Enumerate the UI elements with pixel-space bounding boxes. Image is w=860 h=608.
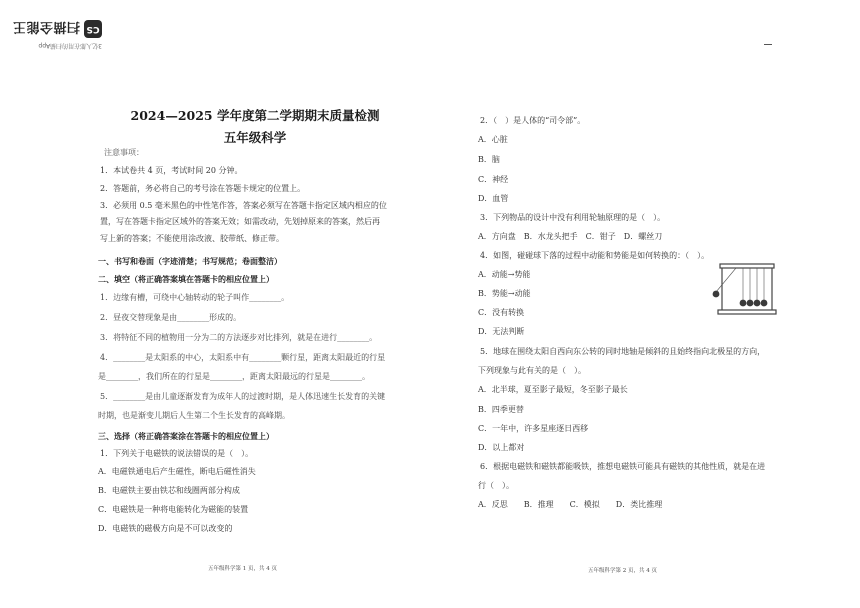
choice-option: C．电磁铁是一种将电能转化为磁能的装置 xyxy=(98,505,249,514)
notice-label: 注意事项： xyxy=(104,148,144,157)
choice-option: A．电磁铁通电后产生磁性，断电后磁性消失 xyxy=(98,467,256,476)
watermark-subtext: 3亿人都在用的扫描App xyxy=(38,42,102,49)
section-heading-choice: 三、选择（将正确答案涂在答题卡的相应位置上） xyxy=(98,431,274,441)
page-footer: 五年级科学第 2 页，共 4 页 xyxy=(588,568,657,574)
choice-option: D．血管 xyxy=(478,194,509,203)
newtons-cradle-illustration xyxy=(712,262,780,318)
notice-line: 1．本试卷共 4 页，考试时间 20 分钟。 xyxy=(100,166,243,175)
choice-option: C．没有转换 xyxy=(478,308,525,317)
choice-option-row: A．反思 B．推理 C．模拟 D．类比推理 xyxy=(478,500,663,509)
notice-line: 2．答题前，务必将自己的考号涂在答题卡规定的位置上。 xyxy=(100,184,306,193)
notice-line: 写上新的答案；不能使用涂改液、胶带纸、修正带。 xyxy=(100,234,284,243)
page-footer: 五年级科学第 1 页，共 4 页 xyxy=(208,566,277,572)
fill-question: 5．________是由儿童逐渐发育为成年人的过渡时期，是人体迅速生长发育的关键 xyxy=(100,392,386,401)
choice-option: D．无法判断 xyxy=(478,327,525,336)
choice-question-cont: 行（ ）。 xyxy=(478,481,514,490)
choice-question-cont: 下列现象与此有关的是（ ）。 xyxy=(478,366,586,375)
choice-question: 2．（ ）是人体的“司令部”。 xyxy=(480,116,586,125)
fill-question: 3．将特征不同的植物用一分为二的方法逐步对比排列，就是在进行________。 xyxy=(100,333,378,342)
choice-question: 3．下列物品的设计中没有利用轮轴原理的是（ ）。 xyxy=(480,213,666,222)
fill-question: 2．昼夜交替现象是由________形成的。 xyxy=(100,313,242,322)
fill-question: 4．________是太阳系的中心，太阳系中有________颗行星，距离太阳最近的行星 xyxy=(100,353,386,362)
scan-mark xyxy=(764,44,772,45)
exam-title: 2024—2025 学年度第二学期期末质量检测 xyxy=(130,108,380,123)
fill-question-cont: 时期，也是渐变儿期后人生第二个生长发育的高峰期。 xyxy=(98,411,290,420)
fill-question-cont: 是________，我们所在的行星是________，距离太阳最远的行星是________。 xyxy=(98,372,370,381)
choice-question: 5．地球在围绕太阳自西向东公转的同时地轴是倾斜的且始终指向北极星的方向， xyxy=(480,347,766,356)
scanner-watermark xyxy=(12,16,102,49)
choice-option: B．电磁铁主要由铁芯和线圈两部分构成 xyxy=(98,486,240,495)
fill-question: 1．边缘有槽，可绕中心轴转动的轮子叫作________。 xyxy=(100,293,290,302)
section-heading-fill: 二、填空（将正确答案填在答题卡的相应位置上） xyxy=(98,274,274,284)
notice-line: 3．必须用 0.5 毫米黑色的中性笔作答，答案必须写在答题卡指定区域内相应的位 xyxy=(100,201,387,210)
choice-option: D．以上都对 xyxy=(478,443,525,452)
choice-option-row: A．方向盘 B．水龙头把手 C．钳子 D．螺丝刀 xyxy=(478,232,663,241)
choice-option: B．脑 xyxy=(478,155,500,164)
choice-question: 4．如图，碰碰球下落的过程中动能和势能是如何转换的：（ ）。 xyxy=(480,251,710,260)
camscanner-logo-icon: CS xyxy=(84,20,102,38)
watermark-name: 扫描全能王 xyxy=(12,19,80,35)
choice-option: D．电磁铁的磁极方向是不可以改变的 xyxy=(98,524,233,533)
exam-subtitle: 五年级科学 xyxy=(223,130,287,145)
choice-option: B．势能→动能 xyxy=(478,289,531,298)
choice-option: A．北半球，夏至影子最短，冬至影子最长 xyxy=(478,385,628,394)
choice-option: A．心脏 xyxy=(478,135,508,144)
section-heading-writing: 一、书写和卷面（字迹清楚；书写规范；卷面整洁） xyxy=(98,256,282,266)
choice-question: 6．根据电磁铁和磁铁都能吸铁，推想电磁铁可能具有磁铁的其他性质，就是在进 xyxy=(480,462,766,471)
choice-option: C．神经 xyxy=(478,175,509,184)
choice-option: A．动能→势能 xyxy=(478,270,531,279)
notice-line: 置，写在答题卡指定区域外的答案无效；如需改动，先划掉原来的答案，然后再 xyxy=(100,217,380,226)
choice-question: 1．下列关于电磁铁的说法错误的是（ ）。 xyxy=(100,449,254,458)
choice-option: C．一年中，许多星座逐日西移 xyxy=(478,424,589,433)
choice-option: B．四季更替 xyxy=(478,405,524,414)
